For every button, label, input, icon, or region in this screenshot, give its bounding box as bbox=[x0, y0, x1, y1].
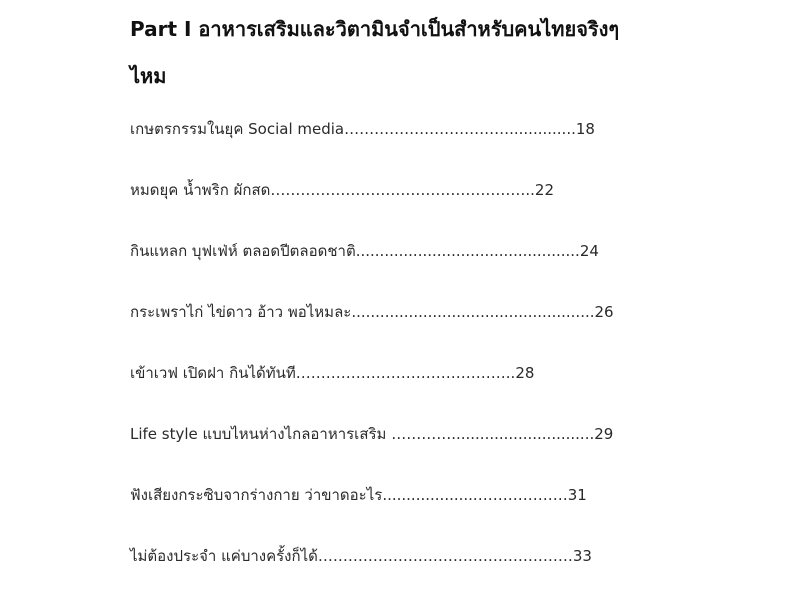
toc-entry-title: ฟังเสียงกระซิบจากร่างกาย ว่าขาดอะไร bbox=[130, 486, 383, 504]
toc-page-number: 26 bbox=[594, 303, 614, 321]
toc-entry bbox=[130, 114, 670, 144]
toc-entry bbox=[130, 541, 670, 571]
toc-leader: ....................……………… bbox=[382, 486, 568, 504]
toc-entry bbox=[130, 480, 670, 510]
toc-entry bbox=[130, 358, 670, 388]
toc-entry-title: เกษตรกรรมในยุค Social media bbox=[130, 120, 345, 138]
toc-leader: …………………………….............. bbox=[344, 120, 576, 138]
toc-entry bbox=[130, 297, 670, 327]
toc-entry bbox=[130, 175, 670, 205]
toc-entry bbox=[130, 419, 670, 449]
toc-page-number: 18 bbox=[575, 120, 595, 138]
toc-entry-title: Life style แบบไหนห่างไกลอาหารเสริม bbox=[130, 425, 392, 443]
toc-entry bbox=[130, 236, 670, 266]
toc-entry-title: ไม่ต้องประจำ แค่บางครั้งก็ได้ bbox=[130, 547, 318, 565]
toc-entry-title: กินแหลก บุฟเฟ่ห์ ตลอดปีตลอดชาติ bbox=[130, 242, 356, 260]
toc-entry-title: กระเพราไก่ ไข่ดาว อ้าว พอไหมละ bbox=[130, 303, 352, 321]
toc-page-number: 29 bbox=[594, 425, 614, 443]
toc-leader: ………….............................. bbox=[391, 425, 595, 443]
toc-leader: ............................................... bbox=[355, 242, 580, 260]
toc-entry-title: เข้าเวฟ เปิดฝา กินได้ทันที bbox=[130, 364, 296, 382]
toc-entry-title: หมดยุค น้ำพริก ผักสด bbox=[130, 181, 271, 199]
toc-page-number: 22 bbox=[534, 181, 554, 199]
toc-page-number: 31 bbox=[567, 486, 587, 504]
toc-leader: …………………………………….. bbox=[295, 364, 516, 382]
toc-page-number: 24 bbox=[579, 242, 599, 260]
toc-page-number: 28 bbox=[515, 364, 535, 382]
toc-leader: ................................................... bbox=[351, 303, 595, 321]
part-title: Part I อาหารเสริมและวิตามินจำเป็นสำหรับคนไทยจริงๆ ไหม bbox=[130, 17, 620, 88]
toc-leader: …………………………………………….. bbox=[270, 181, 535, 199]
toc-list bbox=[130, 114, 670, 602]
toc-page-number: 33 bbox=[572, 547, 592, 565]
toc-leader: …………………………………………… bbox=[317, 547, 573, 565]
